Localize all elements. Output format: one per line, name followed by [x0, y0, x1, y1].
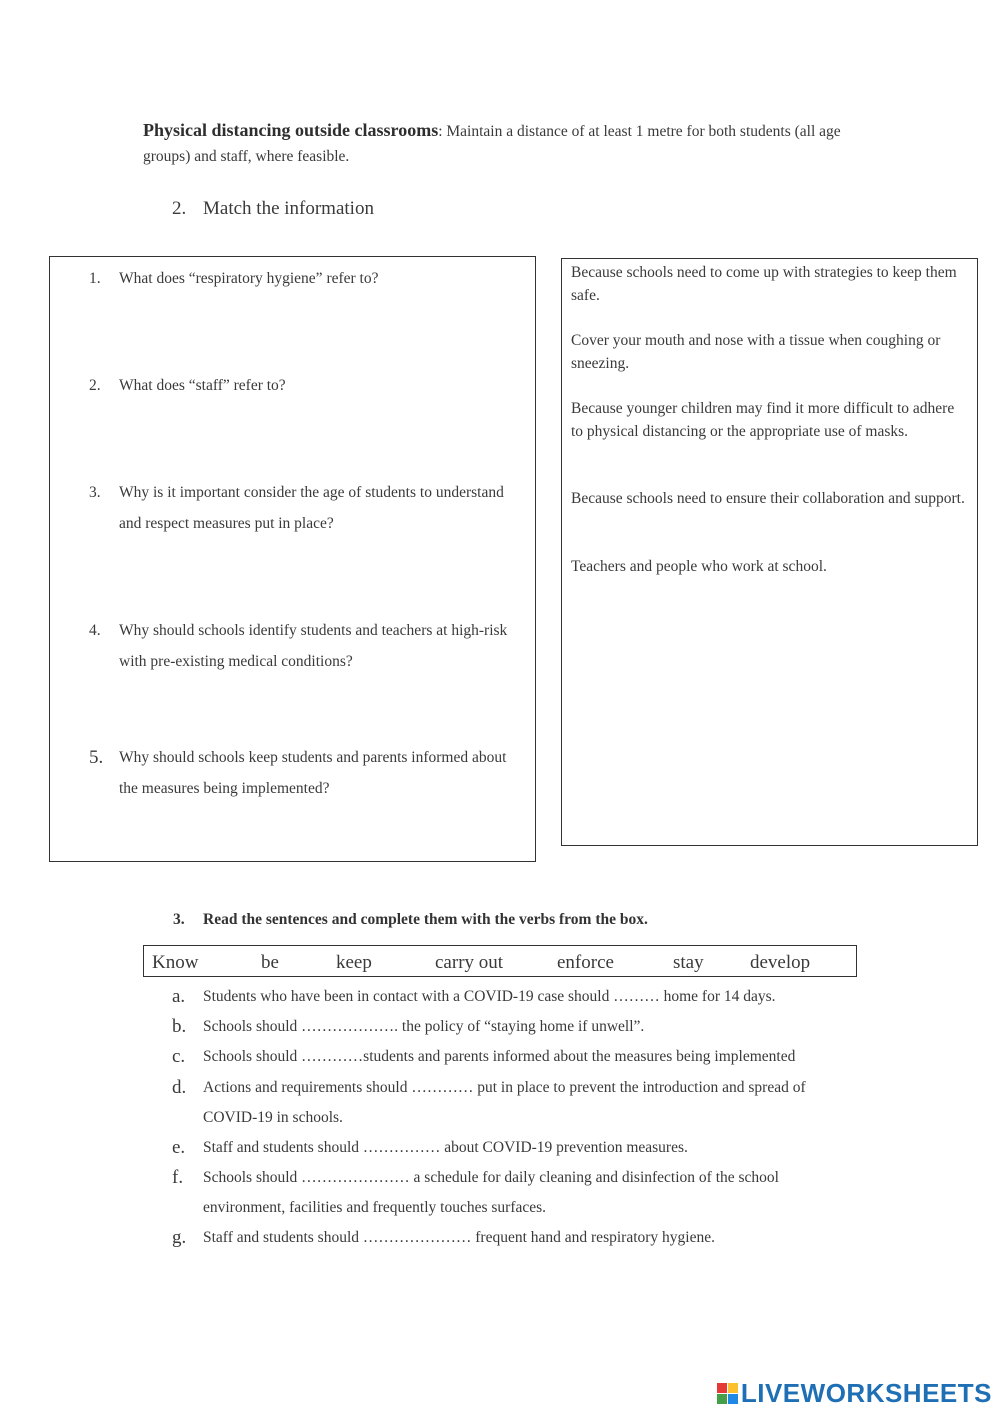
question-item	[89, 370, 519, 401]
sentence-letter: a.	[172, 986, 186, 1007]
sentence-text[interactable]: Actions and requirements should ………… put in place to prevent the introduction and spread of COVID-19 in schools.	[203, 1079, 806, 1126]
question-text: What does “respiratory hygiene” refer to?	[119, 270, 379, 287]
logo-icon	[717, 1383, 739, 1405]
section-2-number: 2.	[172, 198, 187, 219]
answers-box	[561, 258, 978, 846]
answer-option[interactable]: Because younger children may find it more difficult to adhere to physical distancing or the appropriate use of masks.	[571, 400, 955, 440]
word-option: carry out	[435, 952, 504, 973]
logo-square-blue	[728, 1394, 738, 1404]
word-option: develop	[750, 952, 811, 973]
logo-square-yellow	[728, 1383, 738, 1393]
answer-option[interactable]: Cover your mouth and nose with a tissue when coughing or sneezing.	[571, 332, 941, 372]
logo-text: LIVEWORKSHEETS	[740, 1378, 992, 1408]
section-3-number: 3.	[173, 911, 185, 928]
question-number: 4.	[89, 622, 101, 639]
sentence-text[interactable]: Schools should ………………… a schedule for daily cleaning and disinfection of the school environment, facilities and frequently touches surfaces.	[203, 1169, 779, 1216]
question-item	[89, 477, 519, 539]
sentence-letter: d.	[172, 1077, 187, 1098]
answer-option[interactable]: Because schools need to ensure their collaboration and support.	[571, 490, 965, 507]
question-number: 5.	[89, 747, 104, 768]
sentence-letter: g.	[172, 1227, 187, 1248]
sentence-text[interactable]: Students who have been in contact with a COVID-19 case should ……… home for 14 days.	[203, 988, 776, 1005]
section-2-title: Match the information	[203, 198, 374, 219]
question-number: 3.	[89, 484, 101, 501]
answer-option[interactable]: Teachers and people who work at school.	[571, 558, 827, 575]
word-option: enforce	[557, 952, 614, 973]
sentence-item	[172, 1223, 862, 1253]
question-text: What does “staff” refer to?	[119, 377, 286, 394]
section-3-title: Read the sentences and complete them with the verbs from the box.	[203, 911, 648, 928]
word-option: Know	[152, 952, 199, 973]
word-box	[143, 945, 857, 977]
question-item	[89, 263, 519, 294]
sentence-item	[172, 1163, 862, 1223]
word-option: stay	[673, 952, 704, 973]
sentence-letter: c.	[172, 1046, 186, 1067]
question-number: 2.	[89, 377, 101, 394]
sentence-letter: b.	[172, 1016, 187, 1037]
word-option: be	[261, 952, 279, 973]
word-option: keep	[336, 952, 372, 973]
sentence-text[interactable]: Staff and students should ………………… frequent hand and respiratory hygiene.	[203, 1229, 715, 1246]
question-item	[89, 742, 519, 804]
question-item	[89, 615, 519, 677]
sentence-item	[172, 1042, 862, 1072]
logo-square-red	[717, 1383, 727, 1393]
intro-paragraph	[143, 118, 873, 169]
answer-option[interactable]: Because schools need to come up with strategies to keep them safe.	[571, 264, 957, 304]
intro-text: : Maintain a distance of at least 1 metre for both students (all age groups) and staff, where feasible.	[143, 123, 841, 165]
sentence-letter: e.	[172, 1137, 186, 1158]
question-number: 1.	[89, 270, 101, 287]
section-2-heading	[172, 198, 374, 220]
section-3-heading	[173, 911, 648, 929]
question-text: Why should schools identify students and teachers at high-risk with pre-existing medical conditions?	[119, 622, 508, 670]
question-text: Why is it important consider the age of students to understand and respect measures put in place?	[119, 484, 504, 532]
intro-bold-heading: Physical distancing outside classrooms	[143, 120, 439, 140]
sentence-text[interactable]: Schools should ………………. the policy of “staying home if unwell”.	[203, 1018, 645, 1035]
sentence-item	[172, 1133, 862, 1163]
liveworksheets-logo[interactable]	[717, 1378, 992, 1409]
logo-square-green	[717, 1394, 727, 1404]
questions-box	[49, 256, 536, 862]
sentence-item	[172, 1073, 862, 1133]
sentence-text[interactable]: Schools should …………students and parents informed about the measures being implemented	[203, 1048, 796, 1065]
question-text: Why should schools keep students and parents informed about the measures being implemented?	[119, 749, 507, 797]
sentence-letter: f.	[172, 1167, 184, 1188]
sentence-text[interactable]: Staff and students should …………… about COVID-19 prevention measures.	[203, 1139, 688, 1156]
sentence-item	[172, 1012, 862, 1042]
sentence-item	[172, 982, 862, 1012]
